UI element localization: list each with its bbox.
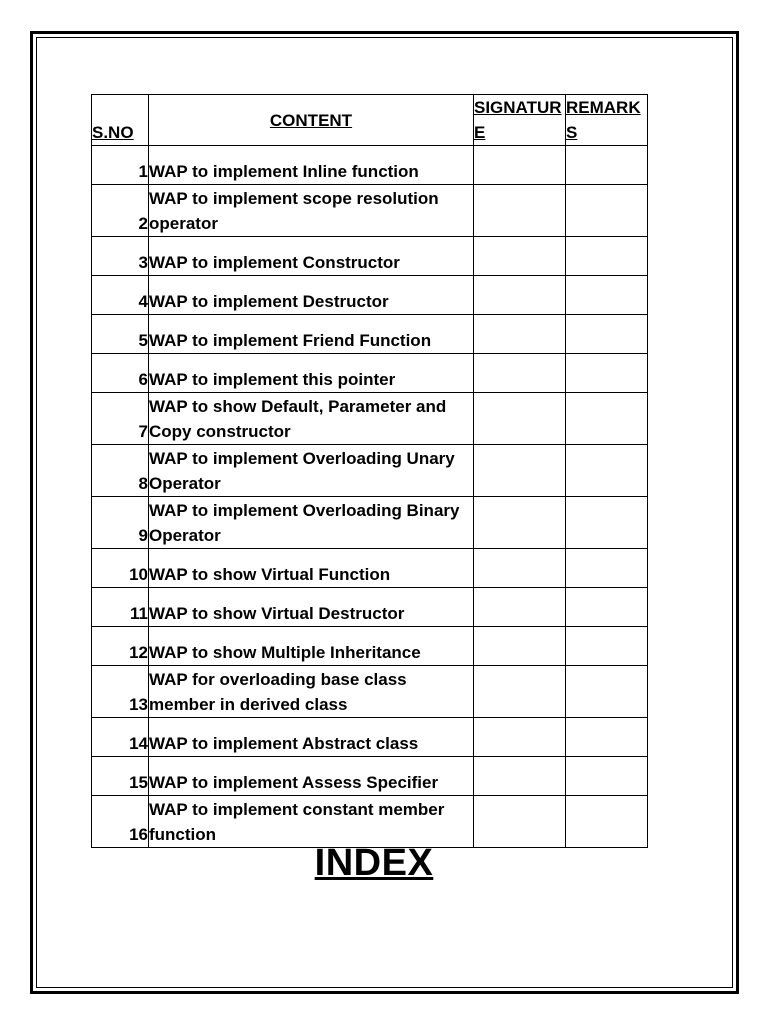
signature-cell — [474, 796, 566, 848]
table-row — [92, 393, 648, 445]
row-content: WAP to implement Abstract class — [149, 718, 474, 757]
remarks-cell — [566, 354, 648, 393]
row-sno: 1 — [92, 146, 149, 185]
remarks-cell — [566, 185, 648, 237]
row-content: WAP to show Virtual Function — [149, 549, 474, 588]
row-sno: 6 — [92, 354, 149, 393]
signature-cell — [474, 549, 566, 588]
row-content: WAP to implement Friend Function — [149, 315, 474, 354]
table-row — [92, 497, 648, 549]
row-sno: 4 — [92, 276, 149, 315]
row-content: WAP to implement Inline function — [149, 146, 474, 185]
row-sno: 15 — [92, 757, 149, 796]
row-sno: 3 — [92, 237, 149, 276]
signature-cell — [474, 393, 566, 445]
remarks-cell — [566, 796, 648, 848]
signature-cell — [474, 354, 566, 393]
signature-cell — [474, 445, 566, 497]
signature-cell — [474, 497, 566, 549]
signature-cell — [474, 588, 566, 627]
table-row — [92, 146, 648, 185]
signature-cell — [474, 627, 566, 666]
signature-cell — [474, 276, 566, 315]
remarks-cell — [566, 718, 648, 757]
signature-cell — [474, 718, 566, 757]
row-sno: 5 — [92, 315, 149, 354]
page-title: INDEX — [314, 842, 434, 884]
row-content: WAP to implement Assess Specifier — [149, 757, 474, 796]
remarks-cell — [566, 146, 648, 185]
row-content: WAP to implement scope resolution operator — [149, 185, 474, 237]
row-sno: 14 — [92, 718, 149, 757]
table-row — [92, 666, 648, 718]
signature-cell — [474, 315, 566, 354]
remarks-cell — [566, 588, 648, 627]
header-signature: SIGNATURE — [474, 95, 566, 146]
row-content: WAP to show Multiple Inheritance — [149, 627, 474, 666]
row-content: WAP for overloading base class member in derived class — [149, 666, 474, 718]
header-content: CONTENT — [149, 95, 474, 146]
row-content: WAP to implement Overloading Binary Operator — [149, 497, 474, 549]
remarks-cell — [566, 497, 648, 549]
table-row — [92, 445, 648, 497]
table-header-row — [92, 95, 648, 146]
remarks-cell — [566, 666, 648, 718]
table-row — [92, 757, 648, 796]
remarks-cell — [566, 757, 648, 796]
signature-cell — [474, 237, 566, 276]
index-table — [91, 94, 648, 848]
row-content: WAP to implement Destructor — [149, 276, 474, 315]
table-row — [92, 627, 648, 666]
table-row — [92, 796, 648, 848]
remarks-cell — [566, 549, 648, 588]
table-row — [92, 237, 648, 276]
row-content: WAP to show Virtual Destructor — [149, 588, 474, 627]
signature-cell — [474, 757, 566, 796]
row-sno: 12 — [92, 627, 149, 666]
table-row — [92, 549, 648, 588]
row-sno: 8 — [92, 445, 149, 497]
signature-cell — [474, 666, 566, 718]
row-content: WAP to implement this pointer — [149, 354, 474, 393]
table-row — [92, 185, 648, 237]
row-sno: 2 — [92, 185, 149, 237]
table-row — [92, 588, 648, 627]
row-sno: 13 — [92, 666, 149, 718]
remarks-cell — [566, 237, 648, 276]
remarks-cell — [566, 276, 648, 315]
row-sno: 16 — [92, 796, 149, 848]
row-content: WAP to implement Overloading Unary Operator — [149, 445, 474, 497]
table-row — [92, 354, 648, 393]
row-content: WAP to implement constant member function — [149, 796, 474, 848]
remarks-cell — [566, 445, 648, 497]
table-row — [92, 276, 648, 315]
row-content: WAP to show Default, Parameter and Copy constructor — [149, 393, 474, 445]
remarks-cell — [566, 627, 648, 666]
row-sno: 7 — [92, 393, 149, 445]
table-row — [92, 718, 648, 757]
row-content: WAP to implement Constructor — [149, 237, 474, 276]
header-sno: S.NO — [92, 95, 149, 146]
signature-cell — [474, 185, 566, 237]
remarks-cell — [566, 393, 648, 445]
header-remarks: REMARKS — [566, 95, 648, 146]
row-sno: 9 — [92, 497, 149, 549]
row-sno: 10 — [92, 549, 149, 588]
table-row — [92, 315, 648, 354]
row-sno: 11 — [92, 588, 149, 627]
signature-cell — [474, 146, 566, 185]
remarks-cell — [566, 315, 648, 354]
